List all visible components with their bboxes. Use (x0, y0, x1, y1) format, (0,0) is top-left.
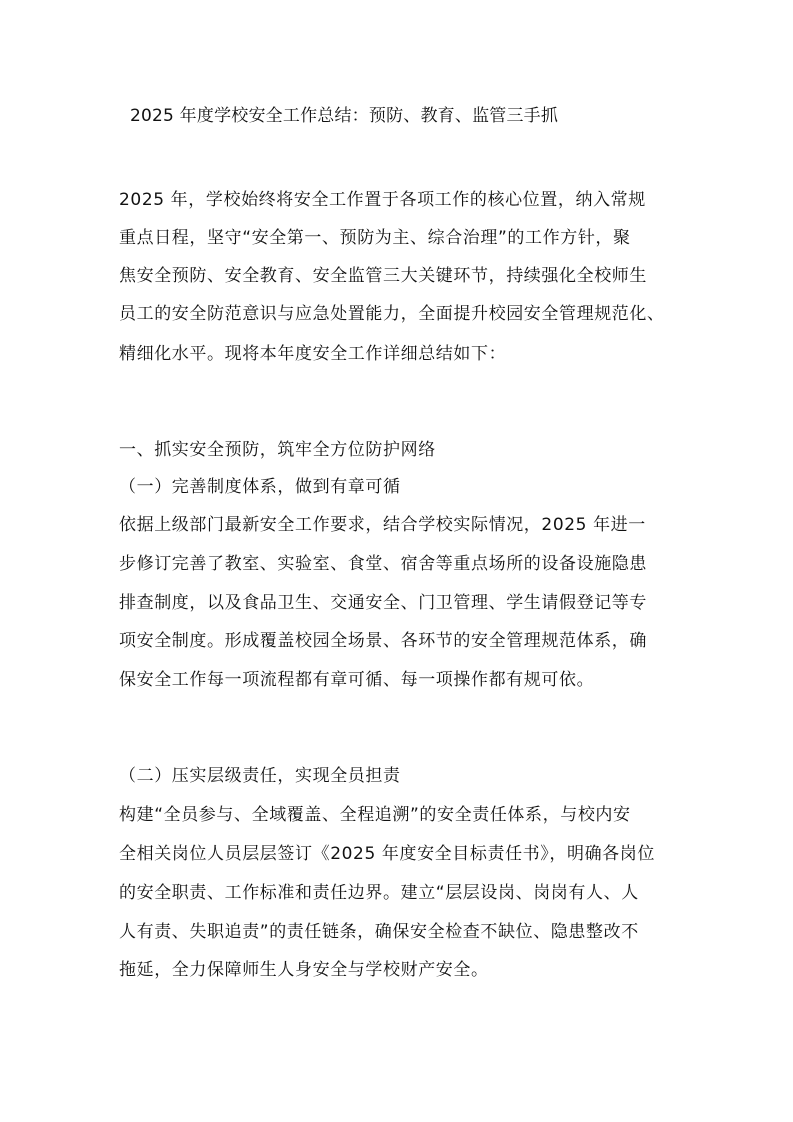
paragraph-line: 依据上级部门最新安全工作要求，结合学校实际情况，2025 年进一 (119, 515, 646, 535)
intro-line: 精细化水平。现将本年度安全工作详细总结如下： (119, 344, 507, 364)
paragraph-line: 保安全工作每一项流程都有章可循、每一项操作都有规可依。 (119, 670, 595, 690)
section-heading: 一、抓实安全预防，筑牢全方位防护网络 (119, 440, 436, 460)
paragraph-line: 项安全制度。形成覆盖校园全场景、各环节的安全管理规范体系，确 (119, 631, 647, 651)
paragraph-line: 排查制度，以及食品卫生、交通安全、门卫管理、学生请假登记等专 (119, 593, 647, 613)
paragraph-line: 全相关岗位人员层层签订《2025 年度安全目标责任书》，明确各岗位 (119, 844, 655, 864)
intro-line: 2025 年，学校始终将安全工作置于各项工作的核心位置，纳入常规 (119, 190, 646, 210)
intro-line: 重点日程，坚守“安全第一、预防为主、综合治理”的工作方针，聚 (119, 228, 631, 248)
intro-line: 焦安全预防、安全教育、安全监管三大关键环节，持续强化全校师生 (119, 266, 647, 286)
paragraph-line: 构建“全员参与、全域覆盖、全程追溯”的安全责任体系，与校内安 (119, 805, 631, 825)
paragraph-line: 步修订完善了教室、实验室、食堂、宿舍等重点场所的设备设施隐患 (119, 554, 647, 574)
paragraph-line: 的安全职责、工作标准和责任边界。建立“层层设岗、岗岗有人、人 (119, 883, 639, 903)
intro-line: 员工的安全防范意识与应急处置能力，全面提升校园安全管理规范化、 (119, 304, 665, 324)
subsection-heading: （二）压实层级责任，实现全员担责 (119, 766, 401, 786)
paragraph-line: 人有责、失职追责”的责任链条，确保安全检查不缺位、隐患整改不 (119, 922, 639, 942)
paragraph-line: 拖延，全力保障师生人身安全与学校财产安全。 (119, 960, 489, 980)
subsection-heading: （一）完善制度体系，做到有章可循 (119, 477, 401, 497)
document-title: 2025 年度学校安全工作总结：预防、教育、监管三手抓 (130, 106, 559, 126)
